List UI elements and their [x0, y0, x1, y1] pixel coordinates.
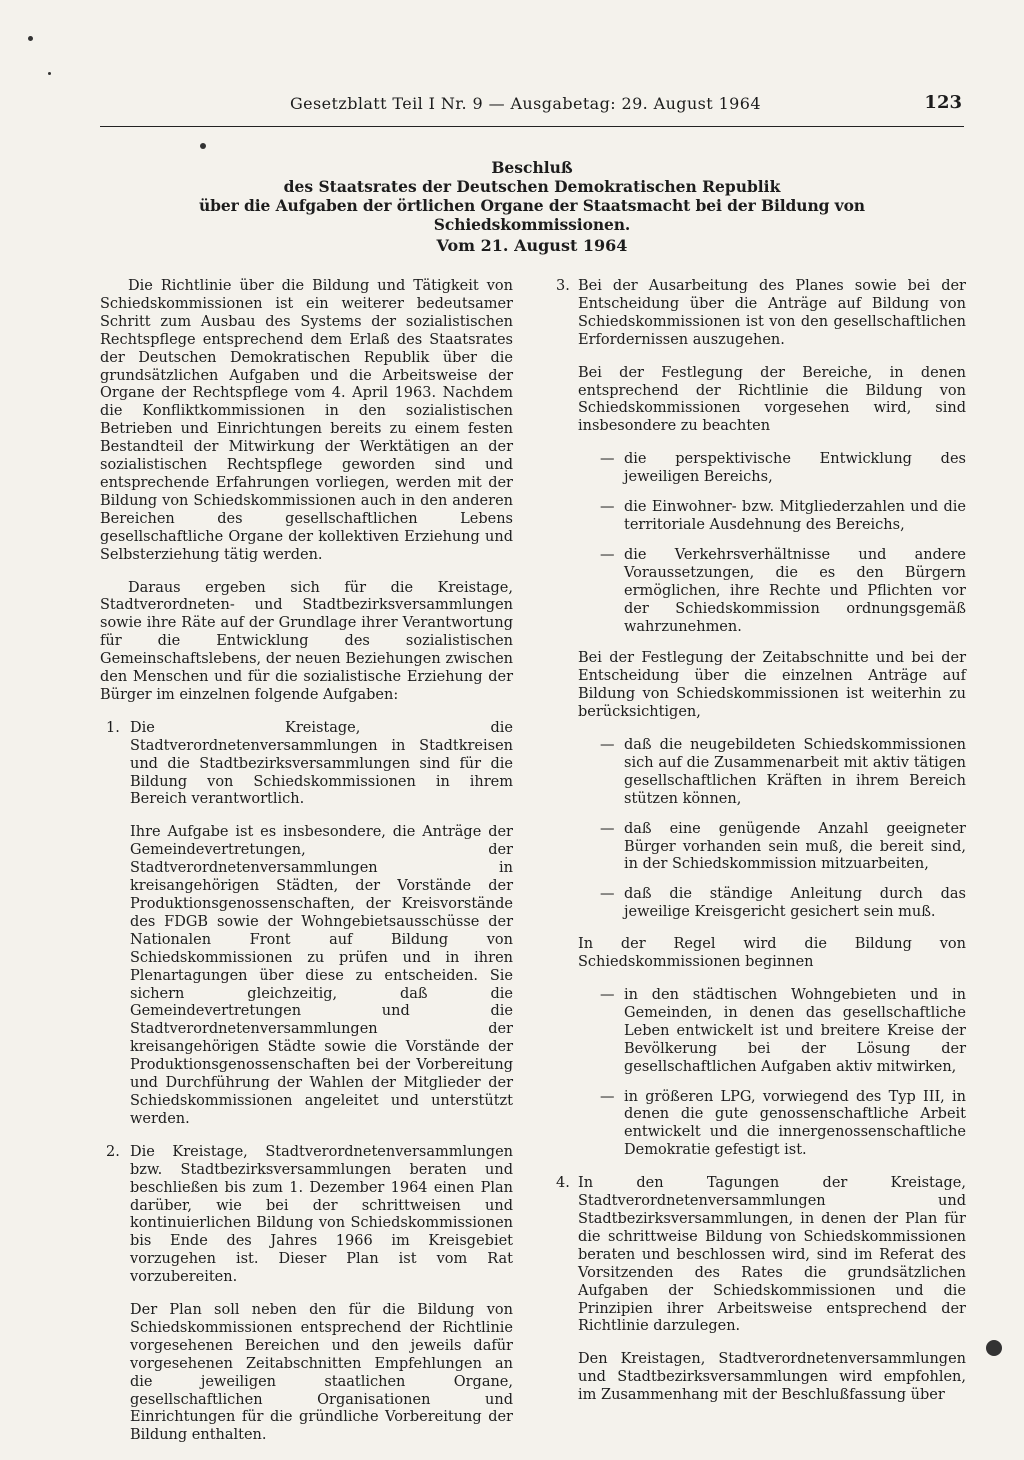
- scan-speck: [28, 36, 33, 41]
- scan-speck: [48, 72, 51, 75]
- list-item: — in größeren LPG, vorwiegend des Typ III, in denen die gute genossenschaftliche Arbeit entwickelt und die innergenossenschaftliche Demokratie gefestigt ist.: [600, 1088, 966, 1159]
- section-4: [556, 1175, 966, 1405]
- page-number: 123: [924, 92, 962, 113]
- list-item: — die Verkehrsverhältnisse und andere Voraussetzungen, die es den Bürgern ermöglichen, ihre Rechte und Pflichten vor der Schiedskommission ordnungsgemäß wahrzunehmen.: [600, 546, 966, 635]
- zeitabschnitte-paragraph: Bei der Festlegung der Zeitabschnitte und bei der Entscheidung über die einzelnen Anträge auf Bildung von Schiedskommissionen ist weiterhin zu berücksichtigen,: [578, 650, 966, 721]
- section-number: 1.: [106, 719, 120, 736]
- list-item: — daß eine genügende Anzahl geeigneter Bürger vorhanden sein muß, die bereit sind, in der Schiedskommission mitzuarbeiten,: [600, 820, 966, 873]
- title-line-3: über die Aufgaben der örtlichen Organe der Staatsmacht bei der Bildung von Schiedskommissionen.: [199, 196, 865, 234]
- left-column: [100, 278, 513, 1460]
- section-number: 3.: [556, 278, 570, 294]
- running-title: Gesetzblatt Teil I Nr. 9 — Ausgabetag: 29. August 1964: [290, 94, 761, 113]
- zeitabschnitte-list: [578, 737, 966, 922]
- section-3: [556, 278, 966, 1160]
- section-2: [100, 1144, 513, 1446]
- right-column: [556, 278, 966, 1420]
- document-date: Vom 21. August 1964: [436, 236, 628, 255]
- section-1-paragraph-1: Die Kreistage, die Stadtverordnetenversammlungen in Stadtkreisen und die Stadtbezirksversammlungen sind für die Bildung von Schiedskommissionen in ihrem Bereich verantwortlich.: [130, 719, 513, 808]
- section-3-paragraph-1: Bei der Ausarbeitung des Planes sowie bei der Entscheidung über die Anträge auf Bildung von Schiedskommissionen ist von den gesellschaftlichen Erfordernissen auszugehen.: [578, 278, 966, 348]
- section-1-paragraph-2: Ihre Aufgabe ist es insbesondere, die Anträge der Gemeindevertretungen, der Stadtverordnetenversammlungen in kreisangehörigen Städten, der Vorstände der Produktionsgenossenschaften, der Kreisvorstände des FDGB sowie der Wohngebietsausschüsse der Nationalen Front auf Bildung von Schiedskommissionen zu prüfen und in ihren Plenartagungen über diese zu entscheiden. Sie sichern gleichzeitig, daß die Gemeindevertretungen und die Stadtverordnetenversammlungen der kreisangehörigen Städte sowie die Vorstände der Produktionsgenossenschaften bei der Vorbereitung und Durchführung der Wahlen der Mitglieder der Schiedskommissionen angeleitet und unterstützt werden.: [130, 824, 513, 1127]
- section-1: [100, 720, 513, 1129]
- page-header: [100, 92, 964, 127]
- document-title: [100, 158, 964, 234]
- tasks-paragraph: Daraus ergeben sich für die Kreistage, Stadtverordneten- und Stadtbezirksversammlungen sowie ihre Räte auf der Grundlage ihrer Verantwortung für die Entwicklung des sozialistischen Gemeinschaftslebens, der neuen Beziehungen zwischen den Menschen und für die sozialistische Erziehung der Bürger im einzelnen folgende Aufgaben:: [100, 579, 513, 703]
- scan-speck: [200, 143, 206, 149]
- section-number: 4.: [556, 1175, 570, 1192]
- scan-speck: [986, 1340, 1002, 1356]
- bereiche-list: [578, 451, 966, 636]
- section-number: 2.: [106, 1143, 120, 1160]
- regel-paragraph: In der Regel wird die Bildung von Schiedskommissionen beginnen: [578, 936, 966, 971]
- list-item: — in den städtischen Wohngebieten und in Gemeinden, in denen das gesellschaftliche Leben entwickelt ist und breitere Kreise der Bevölkerung bei der Lösung der gesellschaftlichen Aufgaben aktiv mitwirken,: [600, 987, 966, 1075]
- regel-list: [578, 987, 966, 1160]
- title-line-2: des Staatsrates der Deutschen Demokratischen Republik: [283, 177, 781, 196]
- section-2-paragraph-1: Die Kreistage, Stadtverordnetenversammlungen bzw. Stadtbezirksversammlungen beraten und beschließen bis zum 1. Dezember 1964 einen Plan darüber, wie bei der schrittweisen und kontinuierlichen Bildung von Schiedskommissionen bis Ende des Jahres 1966 im Kreisgebiet vorzugehen ist. Dieser Plan ist vom Rat vorzubereiten.: [130, 1143, 513, 1286]
- title-line-1: Beschluß: [491, 158, 573, 177]
- section-4-paragraph-2: Den Kreistagen, Stadtverordnetenversammlungen und Stadtbezirksversammlungen wird empfohlen, im Zusammenhang mit der Beschlußfassung über: [578, 1351, 966, 1404]
- list-item: — daß die ständige Anleitung durch das jeweilige Kreisgericht gesichert sein muß.: [600, 886, 966, 921]
- bereiche-paragraph: Bei der Festlegung der Bereiche, in denen entsprechend der Richtlinie die Bildung von Schiedskommissionen vorgesehen wird, sind insbesondere zu beachten: [578, 364, 966, 435]
- section-2-paragraph-2: Der Plan soll neben den für die Bildung von Schiedskommissionen entsprechend der Richtlinie vorgesehenen Bereichen und den jeweils dafür vorgesehenen Zeitabschnitten Empfehlungen an die jeweiligen staatlichen Organe, gesellschaftlichen Organisationen und Einrichtungen für die gründliche Vorbereitung der Bildung enthalten.: [130, 1302, 513, 1444]
- section-4-paragraph-1: In den Tagungen der Kreistage, Stadtverordnetenversammlungen und Stadtbezirksversammlungen, in denen der Plan für die schrittweise Bildung von Schiedskommissionen beraten und beschlossen wird, sind im Referat des Vorsitzenden des Rates die grundsätzlichen Aufgaben der Schiedskommissionen und die Prinzipien ihrer Arbeitsweise entsprechend der Richtlinie darzulegen.: [578, 1175, 966, 1335]
- list-item: — daß die neugebildeten Schiedskommissionen sich auf die Zusammenarbeit mit aktiv tätigen gesellschaftlichen Kräften in ihrem Bereich stützen können,: [600, 737, 966, 807]
- list-item: — die perspektivische Entwicklung des jeweiligen Bereichs,: [600, 451, 966, 486]
- intro-paragraph: Die Richtlinie über die Bildung und Tätigkeit von Schiedskommissionen ist ein weiterer bedeutsamer Schritt zum Ausbau des Systems der sozialistischen Rechtspflege entsprechend dem Erlaß des Staatsrates der Deutschen Demokratischen Republik über die grundsätzlichen Aufgaben und die Arbeitsweise der Organe der Rechtspflege vom 4. April 1963. Nachdem die Konfliktkommissionen in den sozialistischen Betrieben und Einrichtungen bereits zu einem festen Bestandteil der Mitwirkung der Werktätigen an der sozialistischen Rechtspflege geworden sind und entsprechende Erfahrungen vorliegen, werden mit der Bildung von Schiedskommissionen auch in den anderen Bereichen des gesellschaftlichen Lebens gesellschaftliche Organe der kollektiven Erziehung und Selbsterziehung tätig werden.: [100, 278, 513, 563]
- list-item: — die Einwohner- bzw. Mitgliederzahlen und die territoriale Ausdehnung des Bereichs,: [600, 499, 966, 533]
